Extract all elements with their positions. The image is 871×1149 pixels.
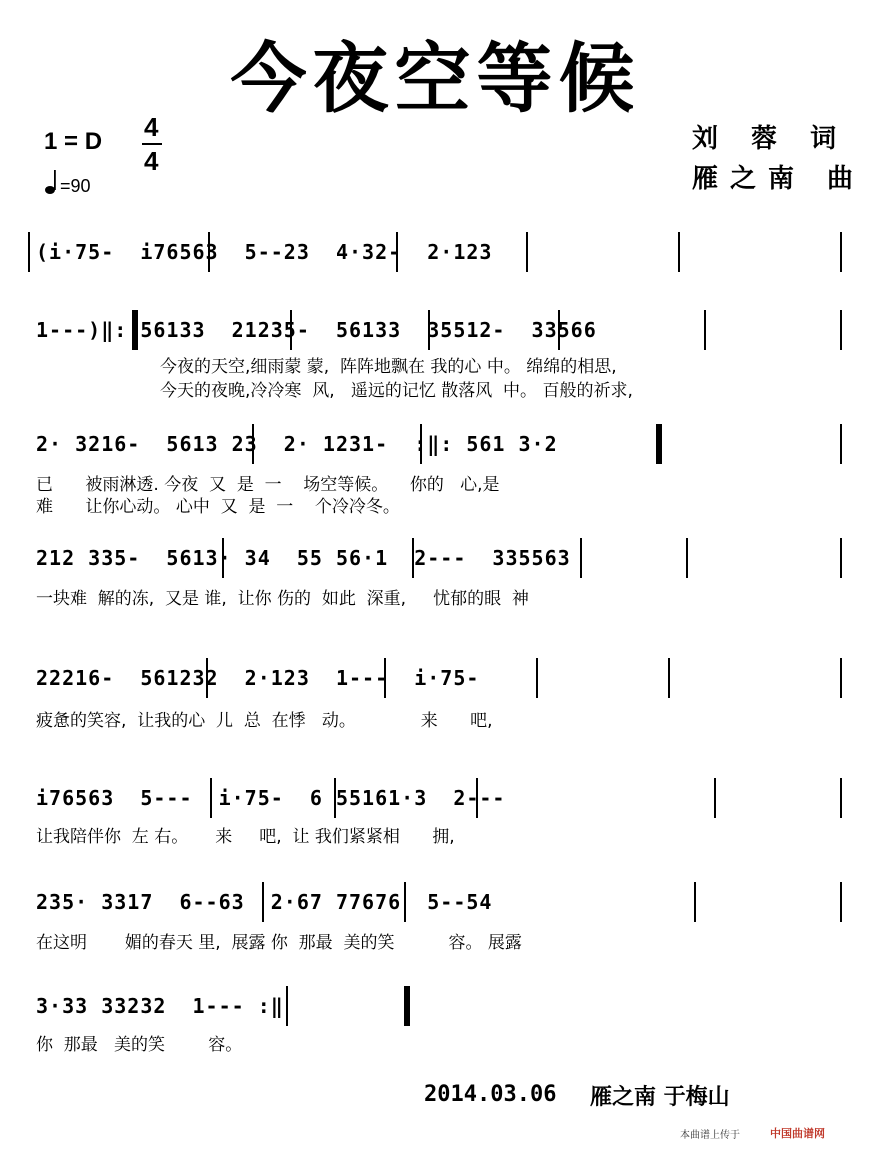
staff-notes: 1---)‖: 56133 21235- 56133 35512- 33566 — [36, 318, 597, 342]
time-signature-line — [142, 143, 162, 145]
staff-notes: 2· 3216- 5613 23 2· 1231- :‖: 561 3·2 — [36, 432, 558, 456]
time-signature-bottom: 4 — [144, 146, 159, 176]
staff-row — [28, 986, 843, 1030]
staff-row — [28, 882, 843, 926]
barline — [840, 232, 842, 272]
barline — [678, 232, 680, 272]
lyric-line: 在这明 媚的春天 里, 展露 你 那最 美的笑 容。 展露 — [36, 933, 522, 953]
lyricist-credit: 刘 蓉 词 — [692, 124, 849, 154]
staff-notes: 3·33 33232 1--- :‖ — [36, 994, 284, 1018]
barline — [536, 658, 538, 698]
staff-row — [28, 658, 843, 702]
barline — [526, 232, 528, 272]
staff-row — [28, 538, 843, 582]
footer-author: 雁之南 于梅山 — [590, 1085, 730, 1110]
barline — [686, 538, 688, 578]
staff-notes: i76563 5--- i·75- 6 55161·3 2--- — [36, 786, 506, 810]
barline — [694, 882, 696, 922]
composer-credit: 雁之南 曲 — [692, 164, 866, 194]
lyric-line: 一块难 解的冻, 又是 谁, 让你 伤的 如此 深重, 忧郁的眼 神 — [36, 589, 529, 609]
barline — [580, 538, 582, 578]
tempo-marking: =90 — [60, 176, 91, 196]
lyric-line: 难 让你心动。 心中 又 是 一 个冷冷冬。 — [36, 497, 400, 517]
page-title: 今夜空等候 — [230, 34, 641, 123]
barline — [840, 538, 842, 578]
watermark-site-logo: 中国曲谱网 — [770, 1127, 825, 1140]
lyric-line: 已 被雨淋透. 今夜 又 是 一 场空等候。 你的 心,是 — [36, 475, 500, 495]
barline — [840, 424, 842, 464]
barline — [714, 778, 716, 818]
staff-notes: 235· 3317 6--63 2·67 77676 5--54 — [36, 890, 493, 914]
staff-row — [28, 778, 843, 822]
staff-notes: (i·75- i76563 5--23 4·32- 2·123 — [36, 240, 493, 264]
barline — [28, 232, 30, 272]
staff-row — [28, 310, 843, 354]
barline — [286, 986, 288, 1026]
staff-row — [28, 232, 843, 276]
repeat-barline — [656, 424, 662, 464]
footer-date: 2014.03.06 — [424, 1082, 557, 1107]
quarter-note-icon — [44, 168, 60, 196]
lyric-line: 今天的夜晚,冷冷寒 风, 遥远的记忆 散落风 中。 百般的祈求, — [160, 381, 633, 401]
time-signature-top: 4 — [144, 112, 159, 142]
end-repeat-barline — [404, 986, 410, 1026]
barline — [840, 658, 842, 698]
watermark-text: 本曲谱上传于 — [680, 1130, 740, 1141]
lyric-line: 今夜的天空,细雨蒙 蒙, 阵阵地飘在 我的心 中。 绵绵的相思, — [160, 357, 617, 377]
lyric-line: 疲惫的笑容, 让我的心 儿 总 在悸 动。 来 吧, — [36, 711, 493, 731]
staff-row — [28, 424, 843, 468]
barline — [840, 778, 842, 818]
barline — [668, 658, 670, 698]
barline — [840, 882, 842, 922]
lyric-line: 让我陪伴你 左 右。 来 吧, 让 我们紧紧相 拥, — [36, 827, 455, 847]
barline — [704, 310, 706, 350]
staff-notes: 212 335- 5613· 34 55 56·1 2--- 335563 — [36, 546, 571, 570]
staff-notes: 22216- 561232 2·123 1--- i·75- — [36, 666, 480, 690]
barline — [840, 310, 842, 350]
lyric-line: 你 那最 美的笑 容。 — [36, 1035, 243, 1055]
key-signature: 1 = D — [44, 128, 103, 155]
